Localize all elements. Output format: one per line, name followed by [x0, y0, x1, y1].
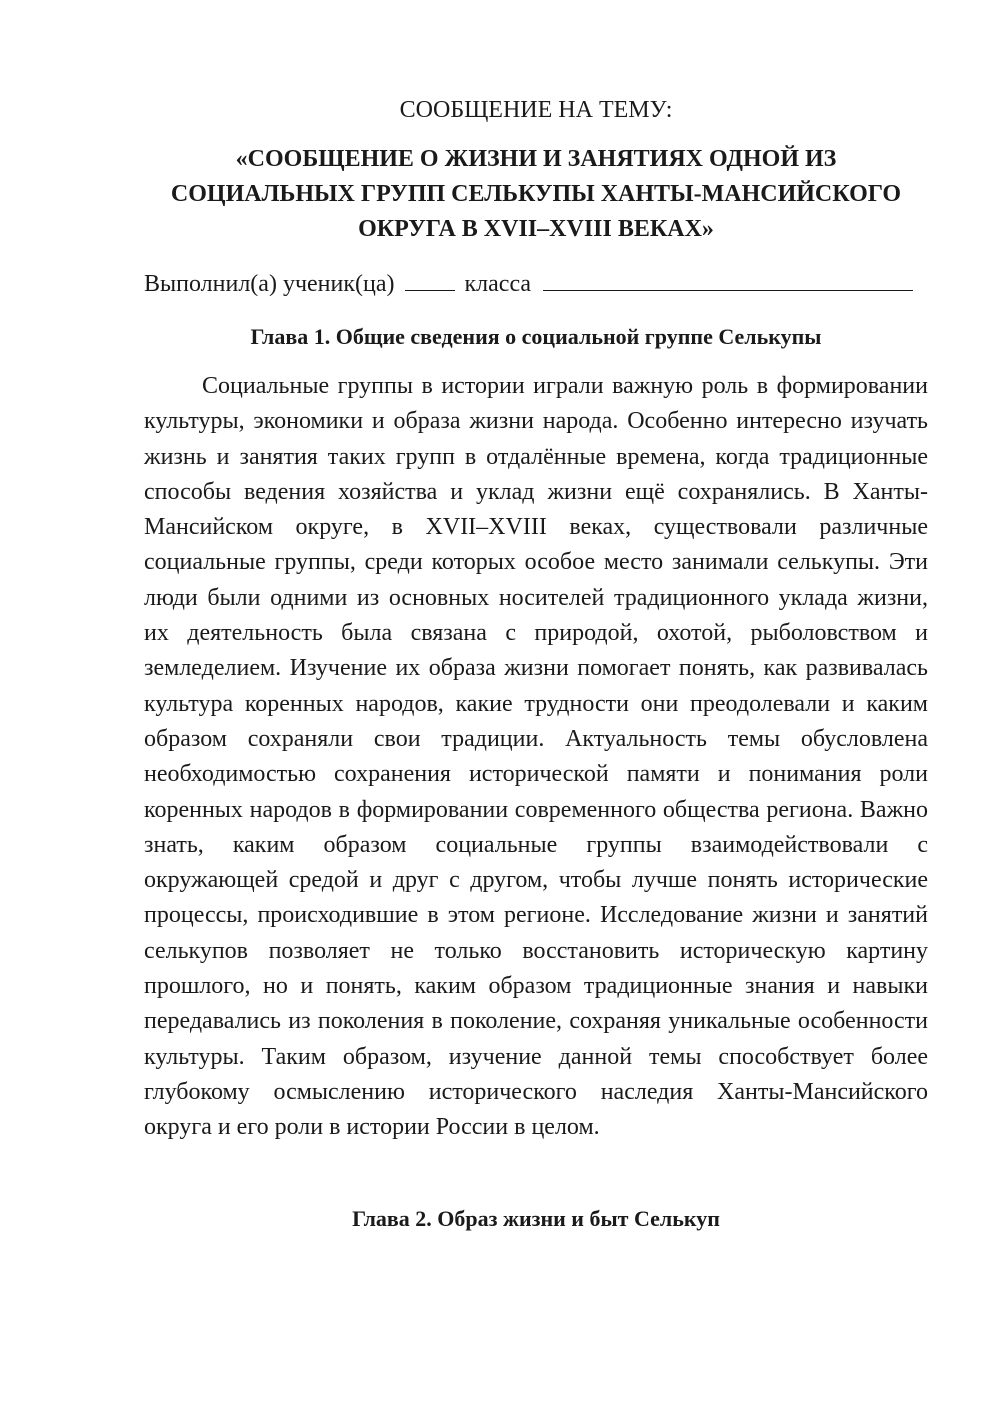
- chapter-2-heading: Глава 2. Образ жизни и быт Селькуп: [352, 1206, 720, 1231]
- title-line-3: ОКРУГА В XVII–XVIII ВЕКАХ»: [358, 216, 714, 242]
- document-title: [144, 142, 928, 247]
- author-prefix: Выполнил(а) ученик(ца): [144, 271, 395, 297]
- document-page: [144, 0, 928, 1414]
- title-line-2: СОЦИАЛЬНЫХ ГРУПП СЕЛЬКУПЫ ХАНТЫ-МАНСИЙСКОГО: [170, 181, 902, 207]
- author-class-word: класса: [464, 271, 532, 297]
- name-blank: [543, 268, 913, 291]
- document-kicker: СООБЩЕНИЕ НА ТЕМУ:: [399, 97, 673, 123]
- title-line-1: «СООБЩЕНИЕ О ЖИЗНИ И ЗАНЯТИЯХ ОДНОЙ ИЗ: [235, 146, 837, 172]
- author-line: [144, 268, 928, 300]
- chapter-1-heading: Глава 1. Общие сведения о социальной группе Селькупы: [250, 324, 822, 349]
- chapter-1-paragraph: Социальные группы в истории играли важную роль в формировании культуры, экономики и образа жизни народа. Особенно интересно изучать жизнь и занятия таких групп в отдалённые времена, когда традиционные способы ведения хозяйства и уклад жизни ещё сохранялись. В Ханты-Мансийском округе, в XVII–XVIII веках, существовали различные социальные группы, среди которых особое место занимали селькупы. Эти люди были одними из основных носителей традиционного уклада жизни, их деятельность была связана с природой, охотой, рыболовством и земледелием. Изучение их образа жизни помогает понять, как развивалась культура коренных народов, какие трудности они преодолевали и каким образом сохраняли свои традиции. Актуальность темы обусловлена необходимостью сохранения исторической памяти и понимания роли коренных народов в формировании современного общества региона. Важно знать, каким образом социальные группы взаимодействовали с окружающей средой и друг с другом, чтобы лучше понять исторические процессы, происходившие в этом регионе. Исследование жизни и занятий селькупов позволяет не только восстановить историческую картину прошлого, но и понять, каким образом традиционные знания и навыки передавались из поколения в поколение, сохраняя уникальные особенности культуры. Таким образом, изучение данной темы способствует более глубокому осмыслению исторического наследия Ханты-Мансийского округа и его роли в истории России в целом.: [144, 373, 928, 1141]
- class-blank: [405, 268, 455, 291]
